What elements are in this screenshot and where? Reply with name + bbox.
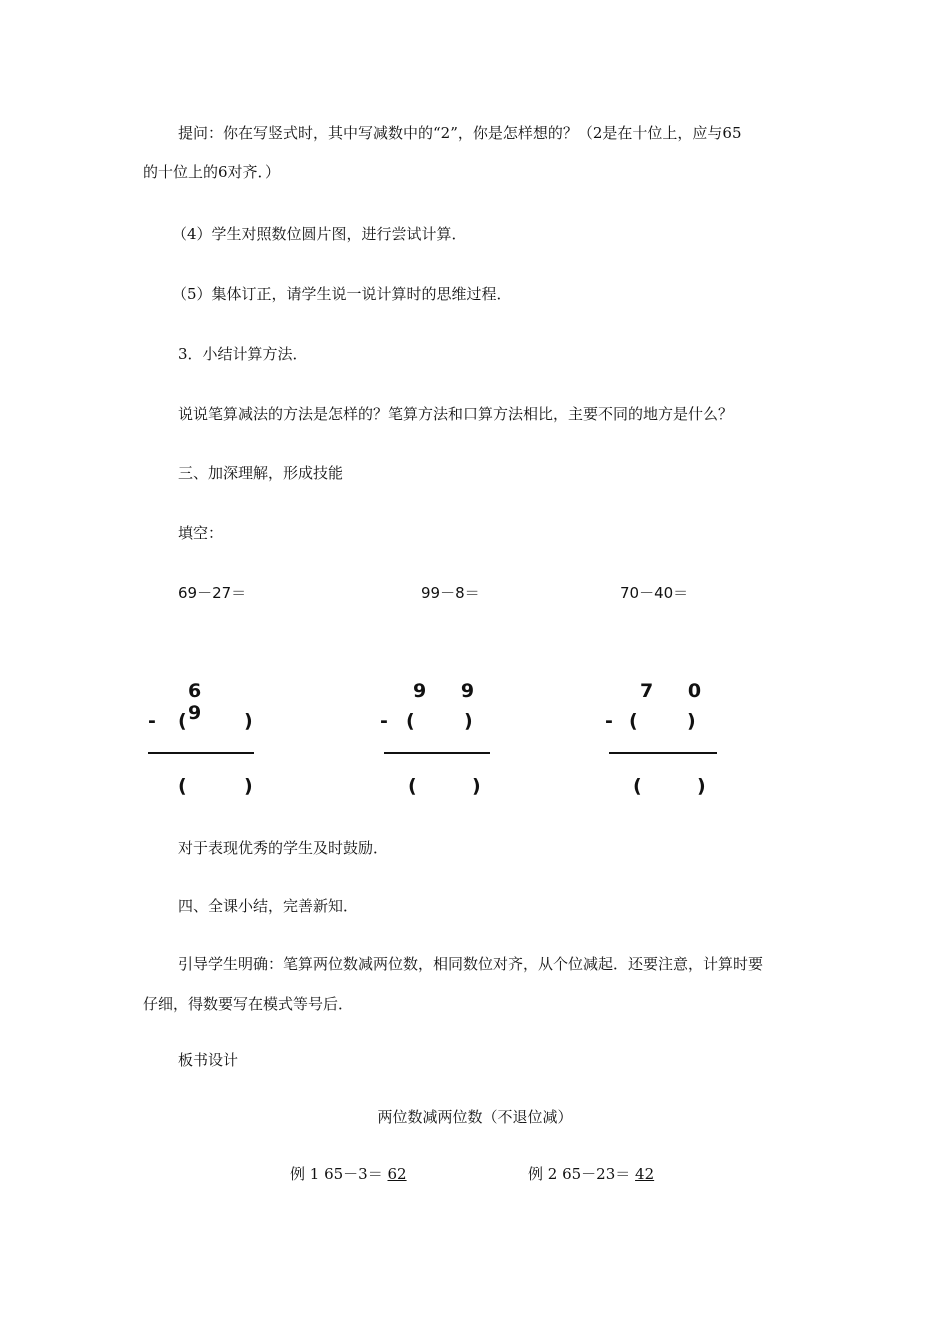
- vertical-form-1: [148, 680, 258, 800]
- exercise-expression-1: 69－27＝: [178, 584, 247, 602]
- paragraph-guide: 引导学生明确：笔算两位数减两位数，相同数位对齐，从个位减起．还要注意，计算时要: [178, 955, 764, 973]
- board-title: 两位数减两位数（不退位减）: [377, 1108, 573, 1126]
- paragraph-summary-question: 说说笔算减法的方法是怎样的？笔算方法和口算方法相比，主要不同的地方是什么？: [178, 405, 734, 423]
- board-design-heading: 板书设计: [178, 1051, 239, 1069]
- board-example-1: [290, 1164, 407, 1184]
- minuend: 9 9: [413, 680, 489, 702]
- sum-line: [609, 752, 717, 754]
- board-example-2: [528, 1164, 654, 1184]
- result-open-paren: (: [408, 775, 417, 797]
- paragraph-summary-heading: 3．小结计算方法．: [178, 345, 308, 363]
- paragraph-encourage: 对于表现优秀的学生及时鼓励．: [178, 839, 389, 857]
- vertical-form-2: [380, 680, 495, 800]
- exercise-expression-2: 99－8＝: [421, 584, 480, 602]
- subtrahend-open-paren: (: [178, 710, 187, 732]
- section-heading-4: 四、全课小结，完善新知．: [178, 897, 359, 915]
- result-close-paren: ): [244, 775, 253, 797]
- subtrahend-close-paren: ): [464, 710, 473, 732]
- result-open-paren: (: [178, 775, 187, 797]
- result-close-paren: ): [472, 775, 481, 797]
- result-close-paren: ): [697, 775, 706, 797]
- fill-in-heading: 填空：: [178, 524, 224, 542]
- example-1-answer: 62: [387, 1165, 407, 1183]
- example-1-label: 例 1 65－3＝: [290, 1165, 383, 1183]
- subtrahend-open-paren: (: [406, 710, 415, 732]
- section-heading-3: 三、加深理解，形成技能: [178, 464, 344, 482]
- minuend: 6 9: [188, 680, 216, 724]
- example-2-label: 例 2 65－23＝: [528, 1165, 631, 1183]
- subtrahend-close-paren: ): [244, 710, 253, 732]
- example-2-answer: 42: [635, 1165, 655, 1183]
- paragraph-step-4: （4）学生对照数位圆片图，进行尝试计算．: [172, 225, 467, 243]
- minus-sign: -: [148, 710, 156, 732]
- sum-line: [148, 752, 254, 754]
- vertical-form-3: [605, 680, 720, 800]
- result-open-paren: (: [633, 775, 642, 797]
- minus-sign: -: [605, 710, 613, 732]
- exercise-expression-3: 70－40＝: [620, 584, 689, 602]
- minuend: 7 0: [640, 680, 716, 702]
- paragraph-step-5: （5）集体订正，请学生说一说计算时的思维过程．: [172, 285, 512, 303]
- paragraph-guide-cont: 仔细，得数要写在模式等号后．: [143, 995, 354, 1013]
- subtrahend-close-paren: ): [687, 710, 696, 732]
- sum-line: [384, 752, 490, 754]
- paragraph-question: 提问：你在写竖式时，其中写减数中的“2”，你是怎样想的？（2是在十位上，应与65: [178, 124, 742, 142]
- subtrahend-open-paren: (: [629, 710, 638, 732]
- paragraph-question-cont: 的十位上的6对齐．）: [143, 163, 281, 181]
- minus-sign: -: [380, 710, 388, 732]
